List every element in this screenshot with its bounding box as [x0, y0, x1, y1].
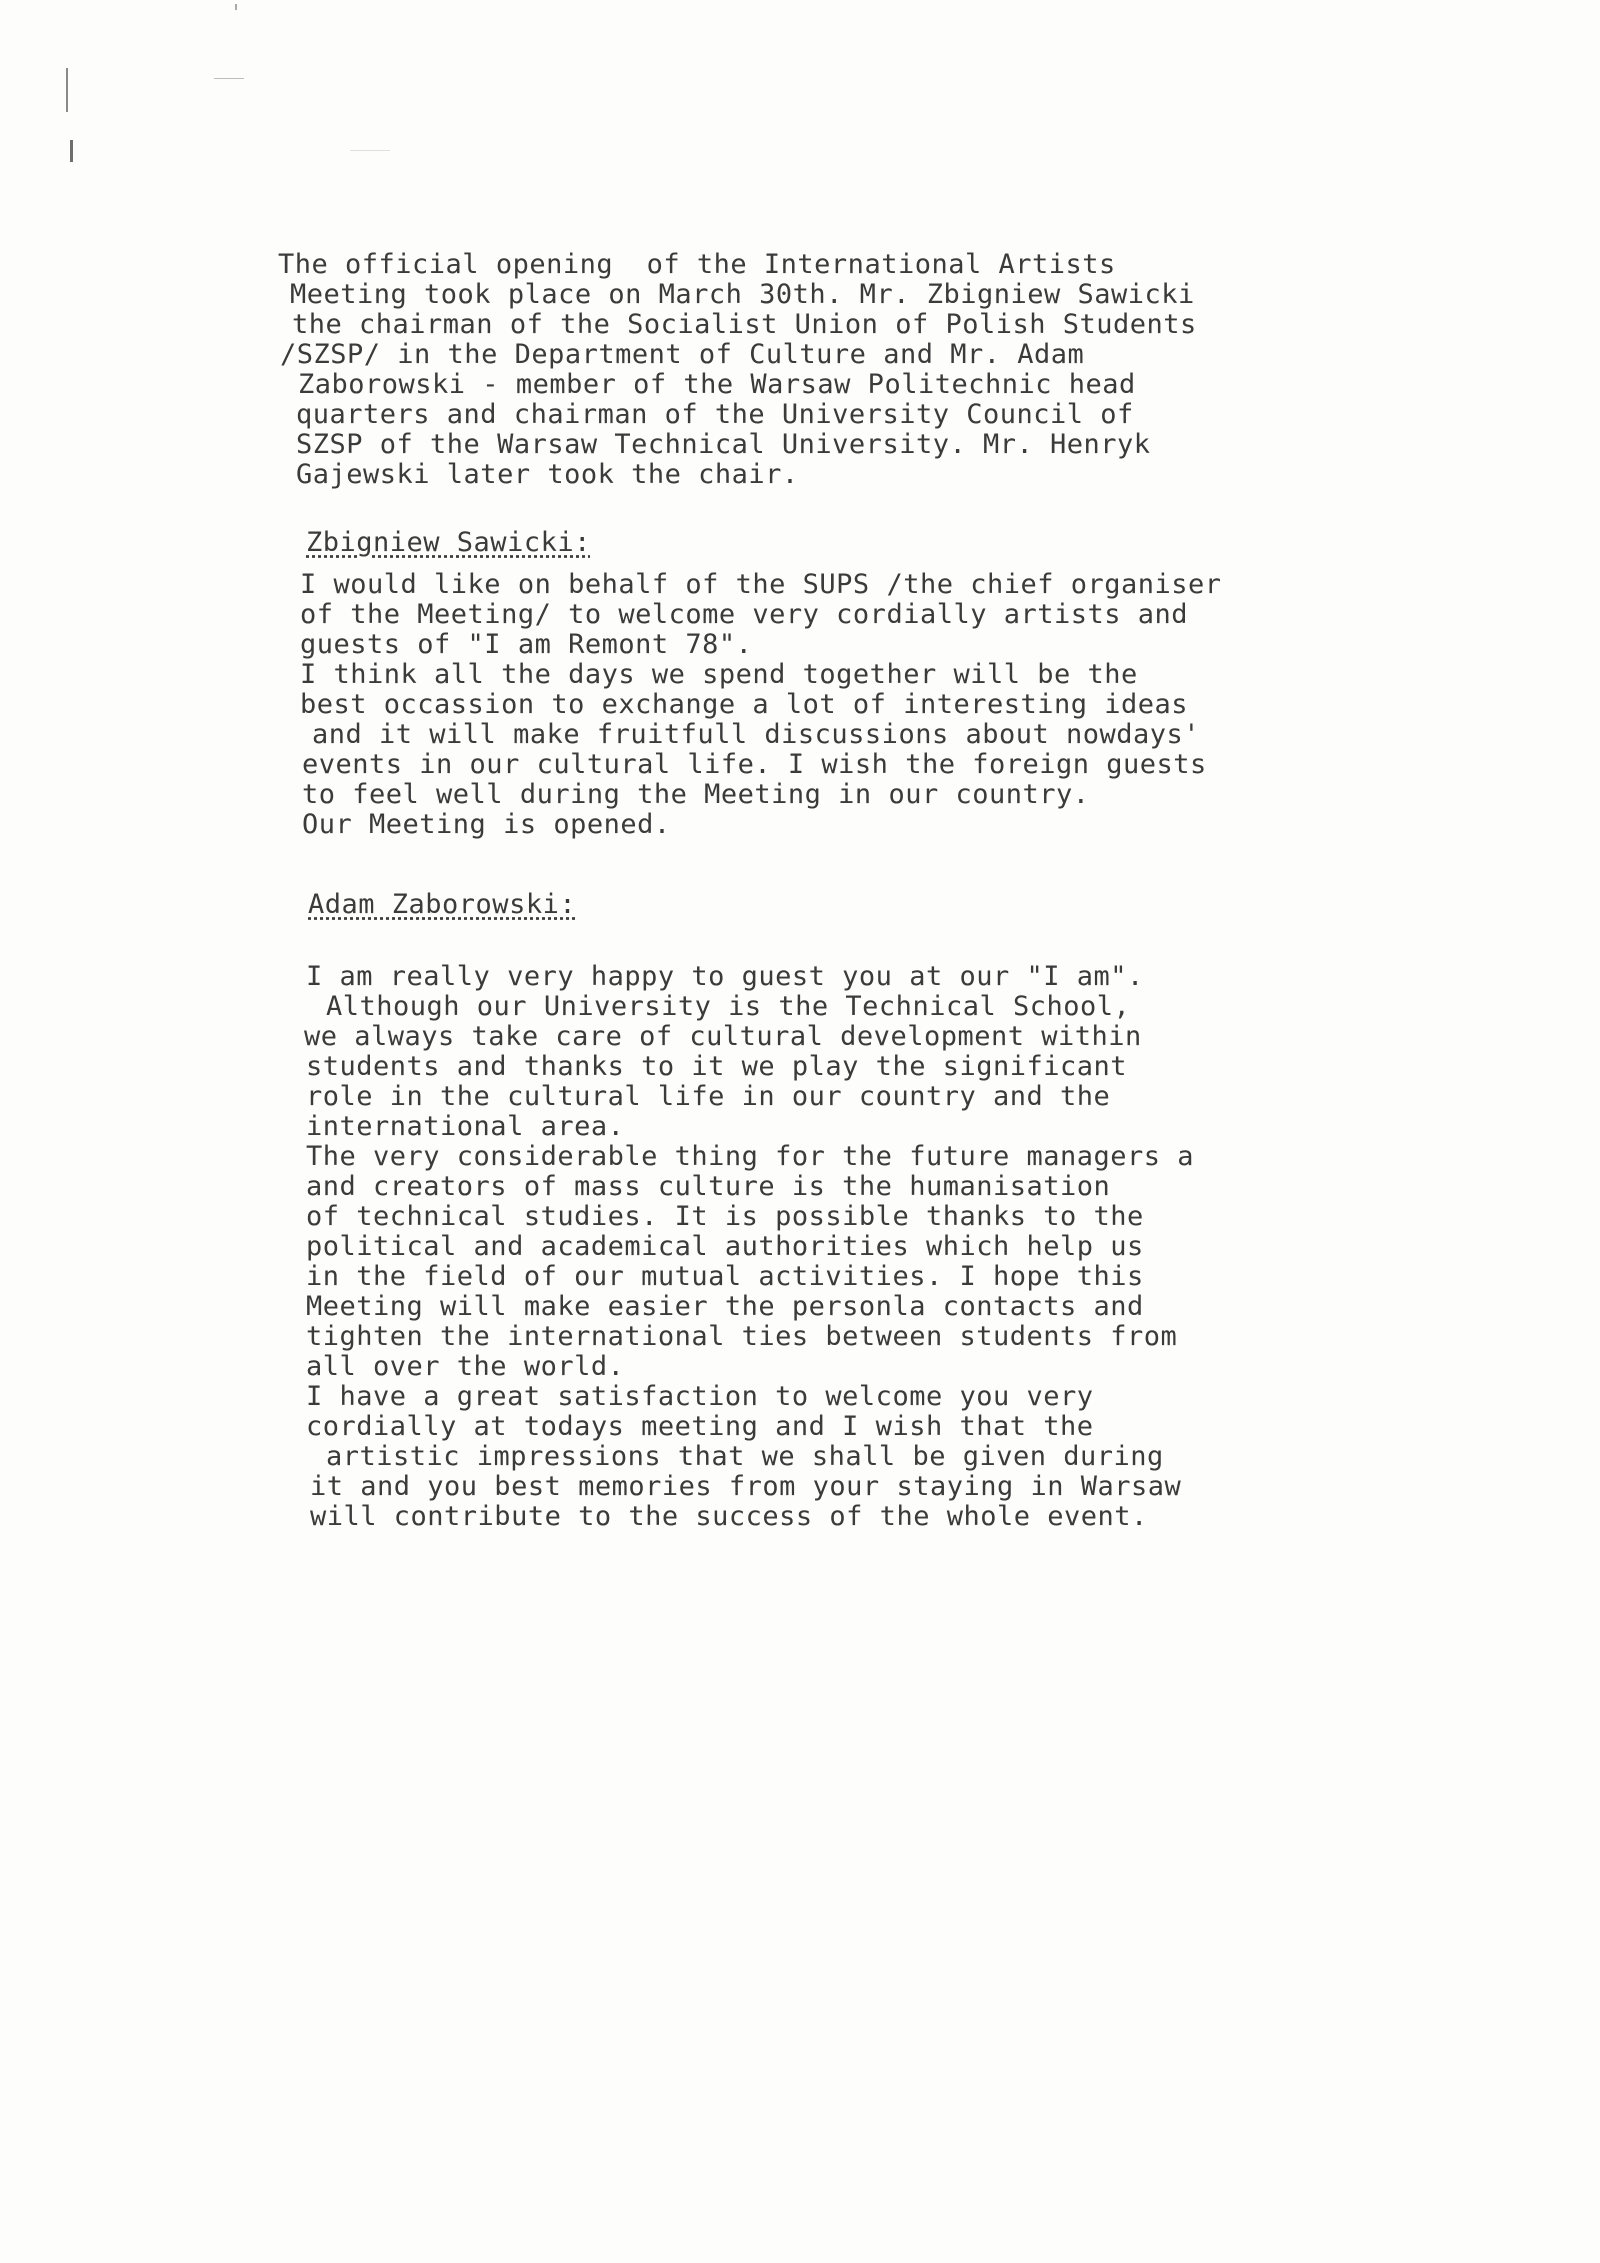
stray-mark — [214, 78, 244, 79]
speech-line: we always take care of cultural development within — [304, 1021, 1142, 1052]
speech-line: I think all the days we spend together will be the — [300, 659, 1138, 690]
speech-line: guests of "I am Remont 78". — [300, 629, 753, 660]
speech-line: best occassion to exchange a lot of interesting ideas — [300, 689, 1189, 720]
speech-line: I am really very happy to guest you at our "I am". — [306, 961, 1144, 992]
intro-line: Gajewski later took the chair. — [296, 459, 799, 490]
speech-line: role in the cultural life in our country and the — [306, 1081, 1111, 1112]
speech-line: tighten the international ties between students from — [306, 1321, 1178, 1352]
intro-line: The official opening of the International Artists — [278, 249, 1116, 280]
intro-line: Meeting took place on March 30th. Mr. Zbigniew Sawicki — [290, 279, 1195, 310]
stray-mark — [235, 4, 237, 10]
speech-line: I would like on behalf of the SUPS /the chief organiser — [300, 569, 1222, 600]
speech-line: Meeting will make easier the personla contacts and — [306, 1291, 1144, 1322]
intro-line: /SZSP/ in the Department of Culture and Mr. Adam — [280, 339, 1085, 370]
intro-line: SZSP of the Warsaw Technical University. Mr. Henryk — [296, 429, 1151, 460]
stray-mark — [350, 150, 390, 151]
speech-line: of technical studies. It is possible thanks to the — [306, 1201, 1144, 1232]
speech-line: I have a great satisfaction to welcome you very — [306, 1381, 1094, 1412]
speaker-heading: Zbigniew Sawicki: — [306, 527, 591, 558]
margin-mark — [66, 68, 68, 112]
margin-mark — [70, 140, 73, 162]
speech-line: and creators of mass culture is the humanisation — [306, 1171, 1111, 1202]
speech-line: all over the world. — [306, 1351, 625, 1382]
speech-line: cordially at todays meeting and I wish that the — [306, 1411, 1094, 1442]
speech-line: students and thanks to it we play the significant — [306, 1051, 1128, 1082]
speech-line: artistic impressions that we shall be given during — [326, 1441, 1164, 1472]
intro-line: the chairman of the Socialist Union of Polish Students — [292, 309, 1197, 340]
speech-line: Our Meeting is opened. — [302, 809, 671, 840]
speech-line: events in our cultural life. I wish the foreign guests — [302, 749, 1207, 780]
speech-line: The very considerable thing for the future managers a — [306, 1141, 1195, 1172]
speech-line: of the Meeting/ to welcome very cordially artists and — [300, 599, 1189, 630]
speech-line: to feel well during the Meeting in our country. — [302, 779, 1090, 810]
speech-line: political and academical authorities which help us — [306, 1231, 1144, 1262]
speech-line: international area. — [306, 1111, 625, 1142]
speaker-heading: Adam Zaborowski: — [308, 889, 577, 920]
intro-line: Zaborowski - member of the Warsaw Politechnic head — [298, 369, 1136, 400]
speech-line: will contribute to the success of the whole event. — [310, 1501, 1148, 1532]
speech-line: it and you best memories from your staying in Warsaw — [310, 1471, 1182, 1502]
speech-line: and it will make fruitfull discussions about nowdays' — [312, 719, 1201, 750]
speech-line: in the field of our mutual activities. I hope this — [306, 1261, 1144, 1292]
speech-line: Although our University is the Technical School, — [326, 991, 1131, 1022]
intro-line: quarters and chairman of the University Council of — [296, 399, 1134, 430]
